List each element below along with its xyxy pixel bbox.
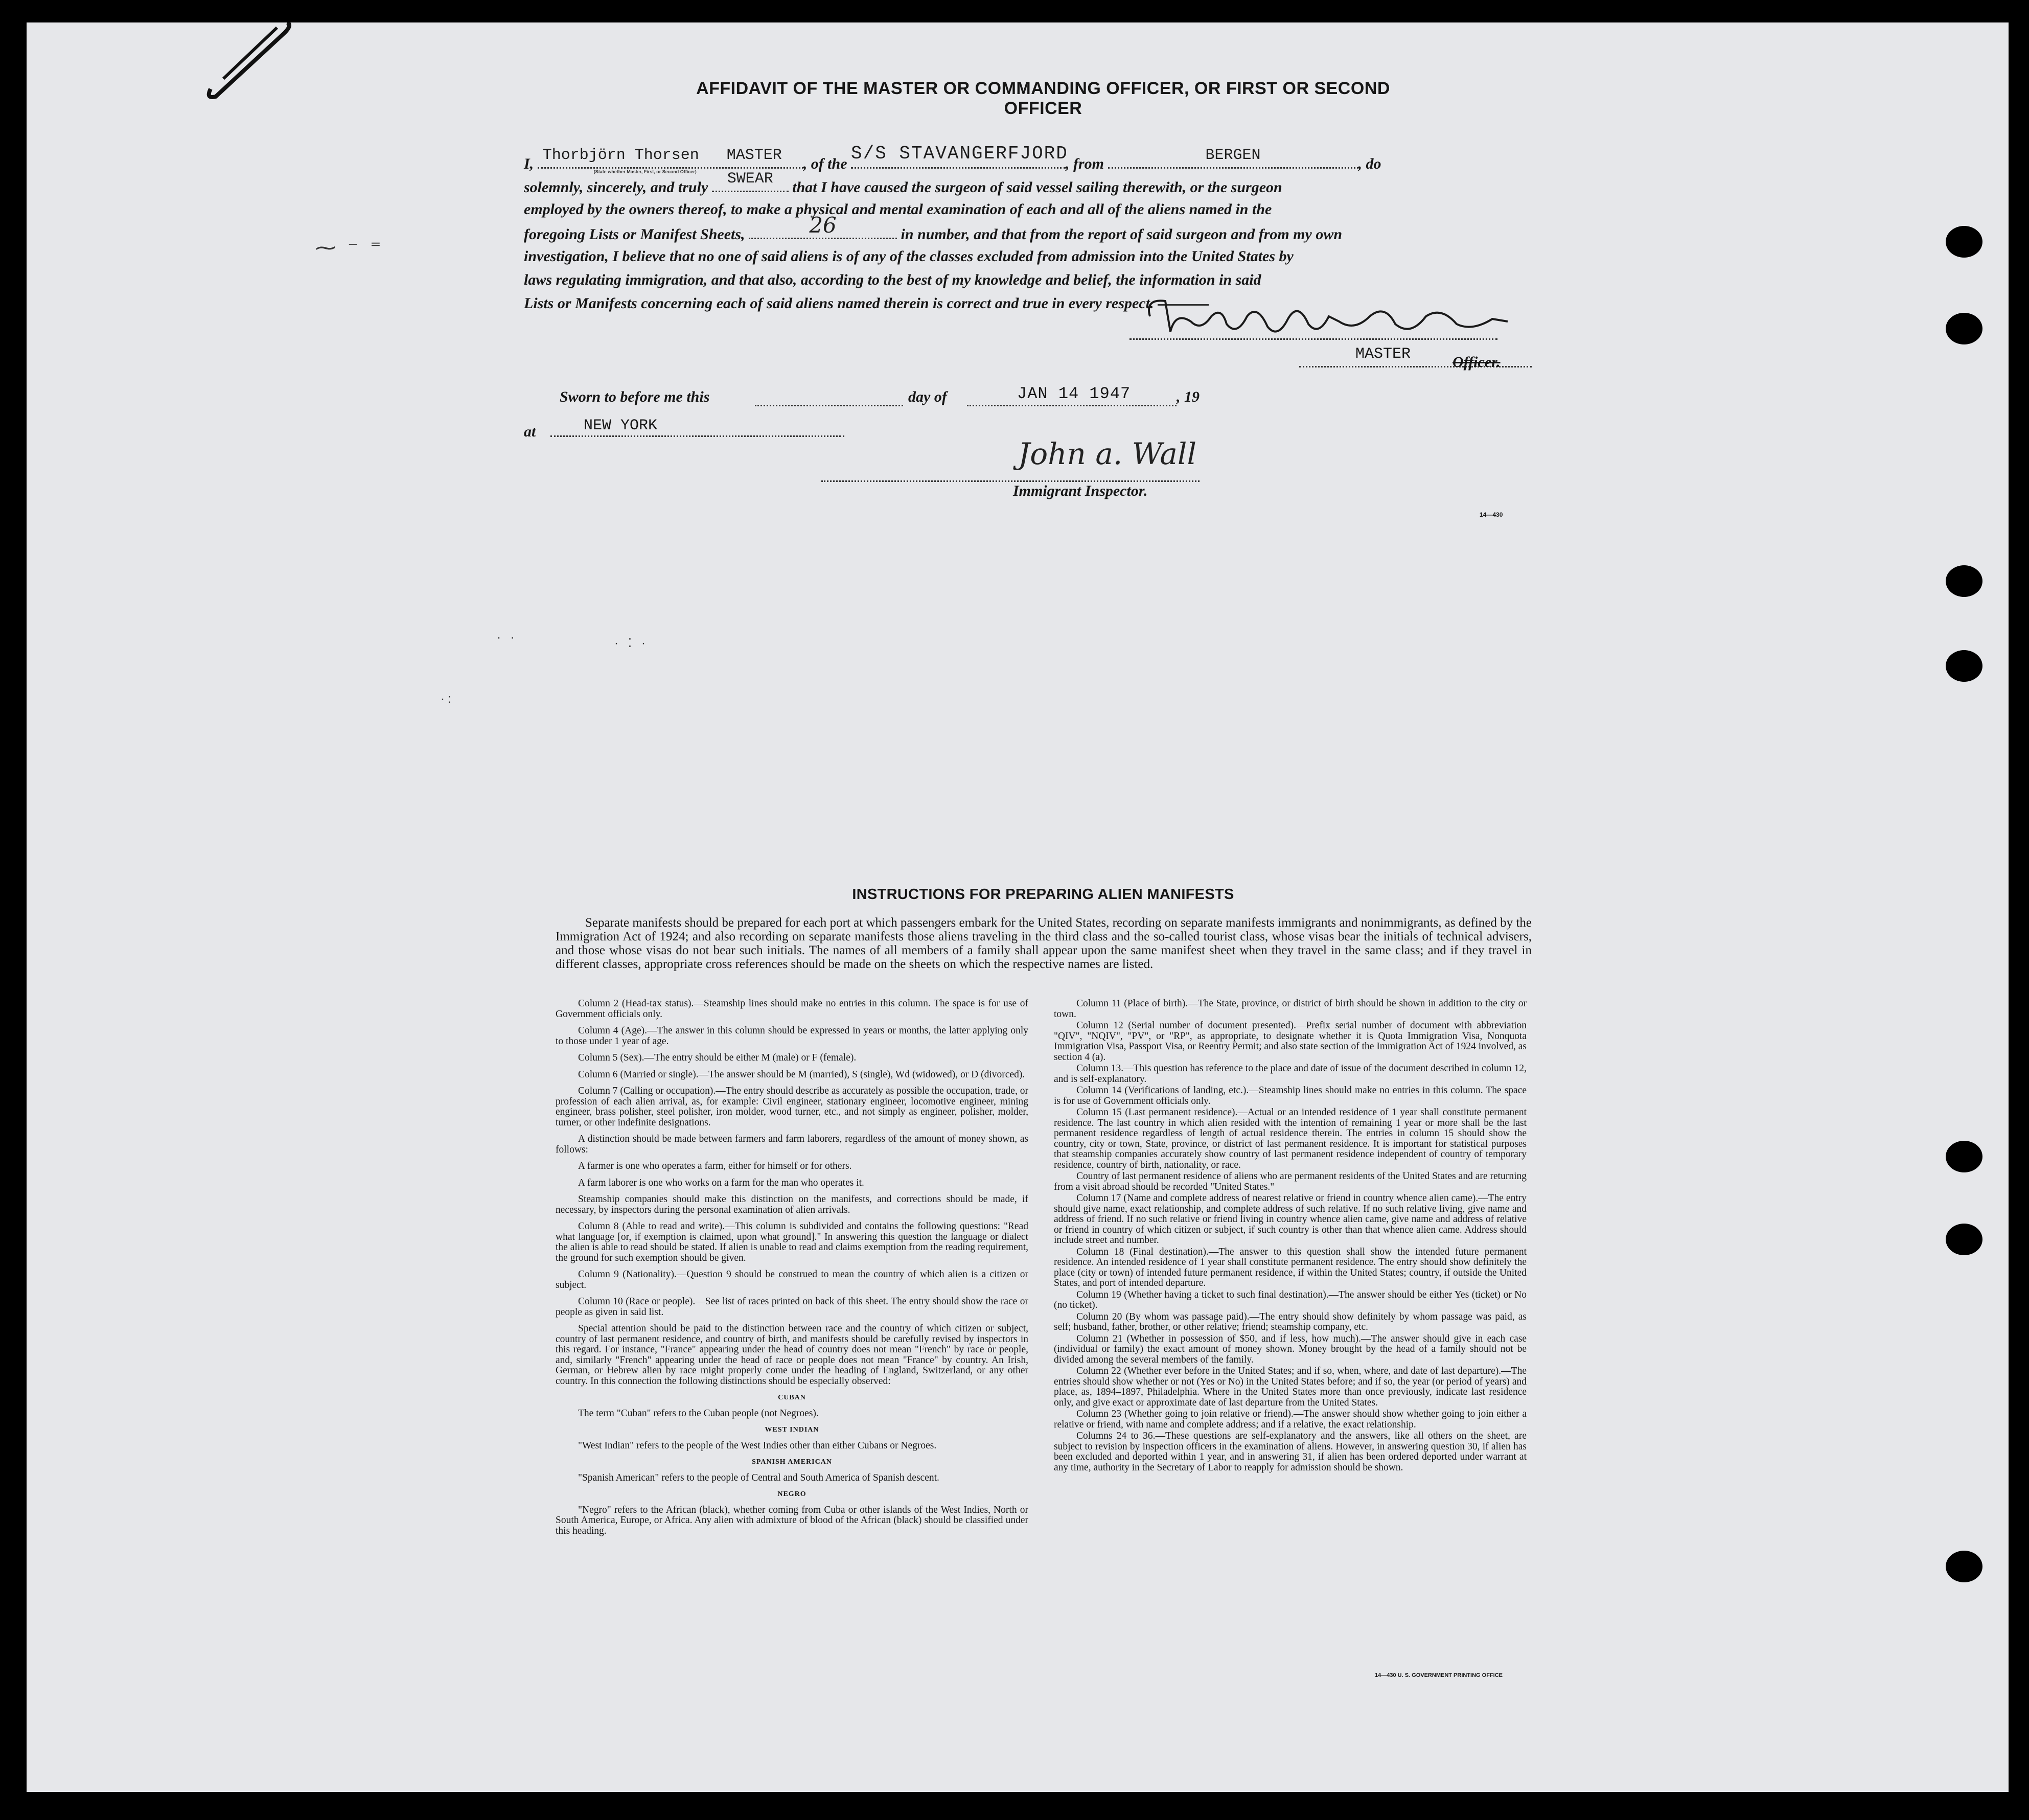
affidavit-line-6: laws regulating immigration, and that also, according to the best of my knowledge and belief, the information in said <box>524 271 1261 288</box>
instruction-paragraph: Column 4 (Age).—The answer in this column should be expressed in years or months, the latter applying only to those under 1 year of age. <box>556 1025 1028 1047</box>
instruction-paragraph: Special attention should be paid to the distinction between race and the country of which citizen or subject, country of last permanent residence, and country of birth, and manifests should be carefully revised by inspectors in this regard. For instance, "France" appearing under the head of country does not mean "French" by race or people, and, similarly "French" appearing under the head of race or people does not mean "France" by country. An Irish, German, or Hebrew alien by race might properly come under the heading of England, Switzerland, or any other country. In this connection the following distinctions should be especially observed: <box>556 1323 1028 1387</box>
vessel-name: S/S STAVANGERFJORD <box>851 143 1068 164</box>
instruction-paragraph: Column 7 (Calling or occupation).—The entry should describe as accurately as possible the occupation, trade, or profession of each alien arrival, as, for example: Civil engineer, stationary engineer, locomotive engineer, mining engineer, brass polisher, steel polisher, iron molder, wood turner, etc., and not simply as engineer, polisher, molder, turner, or other indefinite designations. <box>556 1086 1028 1128</box>
punch-hole <box>1946 565 1982 597</box>
instruction-paragraph: Steamship companies should make this distinction on the manifests, and corrections should be made, if necessary, by inspectors during the personal examination of alien arrivals. <box>556 1194 1028 1215</box>
heading-spanish-american: SPANISH AMERICAN <box>752 1458 832 1466</box>
date-field <box>967 405 1177 406</box>
sworn-date: JAN 14 1947 <box>1017 384 1131 403</box>
instruction-paragraph: Country of last permanent residence of aliens who are permanent residents of the United States and are returning from a visit abroad should be recorded "United States." <box>1054 1171 1527 1192</box>
ink-speck: ·: <box>441 692 454 706</box>
printer-line: 14—430 U. S. GOVERNMENT PRINTING OFFICE <box>1375 1672 1503 1678</box>
instructions-title: INSTRUCTIONS FOR PREPARING ALIEN MANIFESTS <box>852 886 1234 903</box>
affidavit-line-3: employed by the owners thereof, to make a physical and mental examination of each and all of the aliens named in the <box>524 201 1272 218</box>
punch-hole <box>1946 1141 1982 1172</box>
instruction-paragraph: A distinction should be made between farmers and farm laborers, regardless of the amount of money shown, as follows: <box>556 1134 1028 1155</box>
instruction-paragraph: A farmer is one who operates a farm, either for himself or for others. <box>578 1161 852 1171</box>
instruction-paragraph: Column 8 (Able to read and write).—This column is subdivided and contains the following questions: "Read what language [or, if exemption is claimed, upon what ground]." In answering this question the language or dialect the alien is able to read should be stated. If alien is unable to read and claims exemption from the reading requirement, the ground for such exemption should be given. <box>556 1221 1028 1263</box>
signature-stroke-icon <box>1135 296 1513 342</box>
day-label: day of <box>908 388 947 405</box>
instruction-paragraph: Column 19 (Whether having a ticket to such final destination).—The answer should be either Yes (ticket) or No (no ticket). <box>1054 1289 1527 1310</box>
instruction-paragraph: Columns 24 to 36.—These questions are self-explanatory and the answers, like all others on the sheet, are subject to revision by inspection officers in the examination of aliens. However, in answering question 30, if alien has been excluded and deported within 1 year, and in answering 31, if alien has been ordered deported under warrant at any time, authority in the Secretary of Labor to reapply for admission should be shown. <box>1054 1431 1527 1473</box>
definition-cuban: The term "Cuban" refers to the Cuban people (not Negroes). <box>578 1408 819 1419</box>
form-number: 14—430 <box>1480 511 1503 518</box>
instruction-paragraph: Column 14 (Verifications of landing, etc.).—Steamship lines should make no entries in this column. The space is for use of Government officials only. <box>1054 1085 1527 1107</box>
sworn-label: Sworn to before me this <box>560 388 710 405</box>
vessel-field <box>851 143 1068 169</box>
affidavit-title: AFFIDAVIT OF THE MASTER OR COMMANDING OFFICER, OR FIRST OR SECOND OFFICER <box>696 79 1390 118</box>
inspector-line <box>821 480 1200 482</box>
master-signature <box>1135 296 1513 337</box>
instruction-paragraph: Column 20 (By whom was passage paid).—The entry should show definitely by whom passage was paid, as self; husband, father, brother, or other relative; friend; steamship company, etc. <box>1054 1311 1527 1332</box>
year-label: , 19 <box>1177 388 1200 405</box>
definition-west-indian: "West Indian" refers to the people of the West Indies other than either Cubans or Negroes. <box>578 1440 937 1451</box>
instruction-paragraph: Column 23 (Whether going to join relative or friend).—The answer should show whether going to join either a relative or friend, with name and complete address; and if a relative, the exact relationship. <box>1054 1409 1527 1430</box>
punch-hole <box>1946 1224 1982 1255</box>
sheets-field <box>749 213 897 239</box>
instruction-paragraph: Column 10 (Race or people).—See list of races printed on back of this sheet. The entry should show the race or people as given in said list. <box>556 1296 1028 1318</box>
instruction-paragraph: Column 12 (Serial number of document presented).—Prefix serial number of document with abbreviation "QIV", "NQIV", "PV", or "RP", as appropriate, to designate whether it is Quota Immigration Visa, Nonquota Immigration Visa, Passport Visa, or Reentry Permit; and also state section of the Immigration Act of 1924 involved, as section 4 (a). <box>1054 1020 1527 1063</box>
punch-hole <box>1946 1551 1982 1582</box>
oath-word: SWEAR <box>727 170 773 188</box>
punch-hole <box>1946 313 1982 344</box>
port-field <box>1108 147 1358 169</box>
punch-hole <box>1946 226 1982 258</box>
definition-spanish-american: "Spanish American" refers to the people of Central and South America of Spanish descent. <box>578 1472 939 1483</box>
oath-field <box>712 170 789 192</box>
heading-cuban: CUBAN <box>778 1394 806 1401</box>
punch-hole <box>1946 650 1982 682</box>
place-field <box>550 435 844 437</box>
instructions-intro: Separate manifests should be prepared for each port at which passengers embark for the United States, recording on separate manifests immigrants and nonimmigrants, as defined by the Immigration Act of 1924; and also recording on separate manifests those aliens traveling in the third class and the so-called tourist class, whose visas bear the initials of technical advisers, and those whose visas do not bear such initials. The names of all members of a family shall appear upon the same manifest sheet when they travel in the same class; and if they travel in different classes, appropriate cross references should be made on the sheets on which the respective names are listed. <box>556 916 1532 971</box>
affidavit-line-1: I, Thorbjörn Thorsen MASTER (State whether Master, First, or Second Officer) , of the S/S STAVANGERFJORD , from BERGEN , do <box>524 143 1381 174</box>
ink-speck: ⁓ ⁻ ⁼ <box>315 237 384 259</box>
signer-title: MASTER <box>1355 345 1411 363</box>
master-name-field <box>538 147 803 174</box>
instruction-paragraph: Column 22 (Whether ever before in the United States; and if so, when, where, and date of last departure).—The entries should show whether or not (Yes or No) in the United States before; and if so, the year (or period of years) and place, as, 1894–1897, Philadelphia. Where in the United States more than once previously, indicate last residence only, and give exact or approximate date of last departure from the United States. <box>1054 1366 1527 1408</box>
instruction-paragraph: A farm laborer is one who works on a farm for the man who operates it. <box>578 1177 864 1188</box>
inspector-signature: John a. Wall <box>1018 436 1197 471</box>
instruction-paragraph: Column 21 (Whether in possession of $50, and if less, how much).—The answer should give in each case (individual or family) the exact amount of money shown. Money brought by the head of a family should not be divided among the several members of the family. <box>1054 1333 1527 1365</box>
instruction-paragraph: Column 5 (Sex).—The entry should be either M (male) or F (female). <box>578 1052 857 1063</box>
heading-negro: NEGRO <box>777 1490 806 1498</box>
paper-clip-icon <box>200 22 303 104</box>
instruction-paragraph: Column 13.—This question has reference to the place and date of issue of the document described in column 12, and is self-explanatory. <box>1054 1063 1527 1085</box>
instruction-paragraph: Column 6 (Married or single).—The answer should be M (married), S (single), Wd (widowed), or D (divorced). <box>578 1069 1025 1080</box>
definition-negro: "Negro" refers to the African (black), whether coming from Cuba or other islands of the West Indies, North or South America, Europe, or Africa. Any alien with admixture of blood of the African (black) should be classified under this heading. <box>556 1504 1028 1536</box>
instruction-paragraph: Column 11 (Place of birth).—The State, province, or district of birth should be shown in addition to the city or town. <box>1054 998 1527 1020</box>
ink-speck: · ⁚ · <box>614 636 649 650</box>
affidavit-line-5: investigation, I believe that no one of said aliens is of any of the classes excluded from admission into the United States by <box>524 248 1294 265</box>
master-name: Thorbjörn Thorsen <box>542 147 699 164</box>
inspector-label: Immigrant Inspector. <box>1013 482 1148 499</box>
manifest-page <box>27 22 2009 1792</box>
master-rank: MASTER <box>726 147 782 164</box>
affidavit-line-7: Lists or Manifests concerning each of said aliens named therein is correct and true in every respect. <box>524 295 1209 312</box>
rank-note: (State whether Master, First, or Second Officer) <box>593 169 697 174</box>
instruction-paragraph: Column 2 (Head-tax status).—Steamship lines should make no entries in this column. The space is for use of Government officials only. <box>556 998 1028 1020</box>
affidavit-line-2: solemnly, sincerely, and truly SWEAR that I have caused the surgeon of said vessel sailing therewith, or the surgeon <box>524 170 1282 196</box>
port-name: BERGEN <box>1205 147 1261 164</box>
at-label: at <box>524 423 536 440</box>
sheets-count: 26 <box>809 213 837 238</box>
officer-label: Officer. <box>1452 354 1501 371</box>
sworn-place: NEW YORK <box>584 417 658 434</box>
heading-west-indian: WEST INDIAN <box>765 1426 819 1434</box>
instruction-paragraph: Column 15 (Last permanent residence).—Actual or an intended residence of 1 year shall constitute permanent residence. The last country in which alien resided with the intention of remaining 1 year or more shall be the last permanent residence regardless of length of actual residence therein. The entries in column 15 should show the country, city or town, State, province, or district of last permanent residence. It is important for statistical purposes that steamship companies accurately show country of last permanent residence independent of country of temporary residence, country of birth, nationality, or race. <box>1054 1107 1527 1170</box>
ink-speck: · · <box>497 631 518 644</box>
instructions-right-column <box>1054 999 1527 1474</box>
instructions-left-column <box>556 999 1028 1542</box>
affidavit-line-4: foregoing Lists or Manifest Sheets, 26 in number, and that from the report of said surgeon and from my own <box>524 213 1343 243</box>
instruction-paragraph: Column 17 (Name and complete address of nearest relative or friend in country whence alien came).—The entry should give name, exact relationship, and complete address of such relative. If no such relative living, give name and address of friend. If no such relative or friend living in country whence alien came, give name and address of relative or friend in country of which citizen or subject, if such country is other than that whence alien came. Address should include street and number. <box>1054 1193 1527 1246</box>
instruction-paragraph: Column 9 (Nationality).—Question 9 should be construed to mean the country of which alien is a citizen or subject. <box>556 1269 1028 1291</box>
instruction-paragraph: Column 18 (Final destination).—The answer to this question shall show the intended future permanent residence. An intended residence of 1 year shall constitute permanent residence. The entry should show definitely the place (city or town) of intended future permanent residence, if within the United States; country, if outside the United States, and port of intended departure. <box>1054 1246 1527 1288</box>
